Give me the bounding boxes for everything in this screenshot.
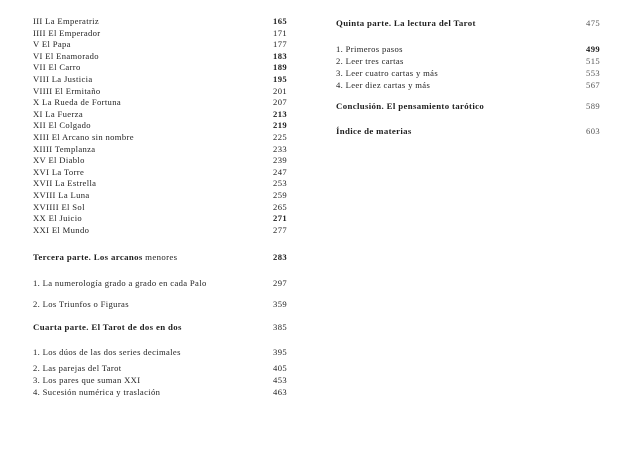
toc-entry-label: 3. Leer cuatro cartas y más bbox=[336, 68, 439, 78]
toc-entry-page: 171 bbox=[273, 27, 287, 38]
toc-entry[interactable] bbox=[33, 16, 287, 27]
toc-entry[interactable] bbox=[33, 144, 287, 155]
toc-entry-label: 2. Los Triunfos o Figuras bbox=[33, 299, 129, 309]
toc-entry-label: XIII El Arcano sin nombre bbox=[33, 132, 134, 142]
toc-entry-page: 201 bbox=[273, 85, 287, 96]
part-5-title: Quinta parte. La lectura del Tarot bbox=[336, 18, 476, 28]
toc-entry[interactable] bbox=[33, 190, 287, 201]
toc-entry-page: 265 bbox=[273, 201, 287, 212]
toc-entry-page: 271 bbox=[273, 213, 287, 224]
toc-entry-page: 247 bbox=[273, 166, 287, 177]
toc-entry-label: III La Emperatriz bbox=[33, 16, 100, 26]
toc-entry-label: 2. Leer tres cartas bbox=[336, 56, 404, 66]
toc-entry[interactable] bbox=[33, 39, 287, 50]
toc-entry-page: 165 bbox=[273, 16, 287, 26]
part-3-page: 283 bbox=[273, 252, 287, 262]
toc-entry-label: 4. Sucesión numérica y traslación bbox=[33, 387, 161, 397]
toc-entry-label: VIII La Justicia bbox=[33, 74, 93, 84]
toc-entry-page: 567 bbox=[586, 80, 600, 90]
toc-entry[interactable] bbox=[336, 56, 600, 67]
conclusion-page: 589 bbox=[586, 101, 600, 111]
toc-entry[interactable] bbox=[33, 155, 287, 166]
toc-entry-page: 499 bbox=[586, 44, 600, 54]
toc-entry[interactable] bbox=[33, 225, 287, 236]
toc-entry-page: 195 bbox=[273, 74, 287, 84]
toc-entry[interactable] bbox=[33, 109, 287, 120]
toc-entry-label: 2. Las parejas del Tarot bbox=[33, 363, 122, 373]
toc-entry-page: 225 bbox=[273, 132, 287, 142]
toc-entry-label: XII El Colgado bbox=[33, 120, 91, 131]
toc-entry[interactable] bbox=[33, 299, 287, 310]
part-4-title: Cuarta parte. El Tarot de dos en dos bbox=[33, 322, 182, 332]
toc-entry-label: 4. Leer diez cartas y más bbox=[336, 80, 431, 90]
toc-entry[interactable] bbox=[33, 120, 287, 131]
toc-entry[interactable] bbox=[33, 74, 287, 85]
toc-entry-label: X La Rueda de Fortuna bbox=[33, 97, 122, 108]
toc-entry-label: XIIII Templanza bbox=[33, 143, 96, 154]
toc-entry-label: XVII La Estrella bbox=[33, 178, 97, 189]
toc-entry[interactable] bbox=[33, 213, 287, 224]
toc-entry[interactable] bbox=[33, 62, 287, 73]
toc-entry-page: 177 bbox=[273, 39, 287, 50]
toc-entry[interactable] bbox=[336, 80, 600, 91]
toc-entry-label: XI La Fuerza bbox=[33, 108, 84, 119]
toc-entry[interactable] bbox=[336, 68, 600, 79]
toc-entry-label: XXI El Mundo bbox=[33, 224, 90, 235]
toc-entry-page: 189 bbox=[273, 62, 287, 73]
toc-entry-page: 253 bbox=[273, 178, 287, 189]
toc-entry[interactable] bbox=[33, 202, 287, 213]
conclusion-title: Conclusión. El pensamiento tarótico bbox=[336, 101, 485, 111]
toc-entry-label: 1. Los dúos de las dos series decimales bbox=[33, 347, 181, 357]
part-4-page: 385 bbox=[273, 322, 287, 332]
part-3-title: Tercera parte. Los arcanos bbox=[33, 252, 143, 262]
toc-entry-label: VI El Enamorado bbox=[33, 50, 99, 61]
toc-entry-label: IIII El Emperador bbox=[33, 27, 101, 38]
toc-entry-label: VIIII El Ermitaño bbox=[33, 85, 101, 96]
toc-index[interactable] bbox=[336, 126, 600, 137]
toc-entry-page: 359 bbox=[273, 299, 287, 309]
toc-entry[interactable] bbox=[33, 375, 287, 386]
toc-entry[interactable] bbox=[33, 167, 287, 178]
toc-entry-page: 277 bbox=[273, 224, 287, 235]
toc-entry[interactable] bbox=[33, 278, 287, 289]
part-5-page: 475 bbox=[586, 18, 600, 28]
toc-entry[interactable] bbox=[33, 178, 287, 189]
toc-entry-label: 1. La numerología grado a grado en cada Palo bbox=[33, 278, 207, 288]
toc-entry-page: 395 bbox=[273, 347, 287, 357]
toc-entry-page: 453 bbox=[273, 375, 287, 385]
toc-entry[interactable] bbox=[336, 44, 600, 55]
toc-entry[interactable] bbox=[33, 28, 287, 39]
toc-entry-label: XVIII La Luna bbox=[33, 190, 90, 200]
part-3-title-rest: menores bbox=[142, 252, 178, 262]
toc-entry[interactable] bbox=[33, 97, 287, 108]
toc-entry-page: 213 bbox=[273, 108, 287, 119]
toc-entry-page: 463 bbox=[273, 387, 287, 397]
toc-entry-label: V El Papa bbox=[33, 39, 71, 50]
toc-entry-label: VII El Carro bbox=[33, 62, 81, 73]
toc-entry-page: 553 bbox=[586, 68, 600, 78]
toc-part-3[interactable] bbox=[33, 252, 287, 263]
toc-entry-label: XX El Juicio bbox=[33, 213, 83, 224]
toc-entry-page: 207 bbox=[273, 97, 287, 108]
index-title: Índice de materias bbox=[336, 126, 412, 136]
toc-entry-page: 259 bbox=[273, 190, 287, 200]
toc-entry-label: 3. Los pares que suman XXI bbox=[33, 375, 141, 385]
toc-entry-page: 405 bbox=[273, 363, 287, 373]
toc-entry-page: 297 bbox=[273, 278, 287, 288]
toc-entry-page: 239 bbox=[273, 155, 287, 166]
toc-entry[interactable] bbox=[33, 51, 287, 62]
toc-part-5[interactable] bbox=[336, 18, 600, 29]
toc-entry[interactable] bbox=[33, 387, 287, 398]
toc-entry[interactable] bbox=[33, 363, 287, 374]
toc-entry-page: 233 bbox=[273, 143, 287, 154]
toc-entry-label: 1. Primeros pasos bbox=[336, 44, 403, 54]
toc-entry[interactable] bbox=[33, 132, 287, 143]
toc-entry[interactable] bbox=[33, 86, 287, 97]
toc-conclusion[interactable] bbox=[336, 101, 600, 112]
toc-entry-label: XVI La Torre bbox=[33, 166, 85, 177]
toc-entry-page: 515 bbox=[586, 56, 600, 66]
toc-entry[interactable] bbox=[33, 347, 287, 358]
toc-entry-label: XV El Diablo bbox=[33, 155, 85, 166]
toc-entry-page: 183 bbox=[273, 50, 287, 61]
toc-part-4[interactable] bbox=[33, 322, 287, 333]
toc-entry-page: 219 bbox=[273, 120, 287, 131]
toc-entry-label: XVIIII El Sol bbox=[33, 201, 85, 212]
index-page: 603 bbox=[586, 126, 600, 136]
